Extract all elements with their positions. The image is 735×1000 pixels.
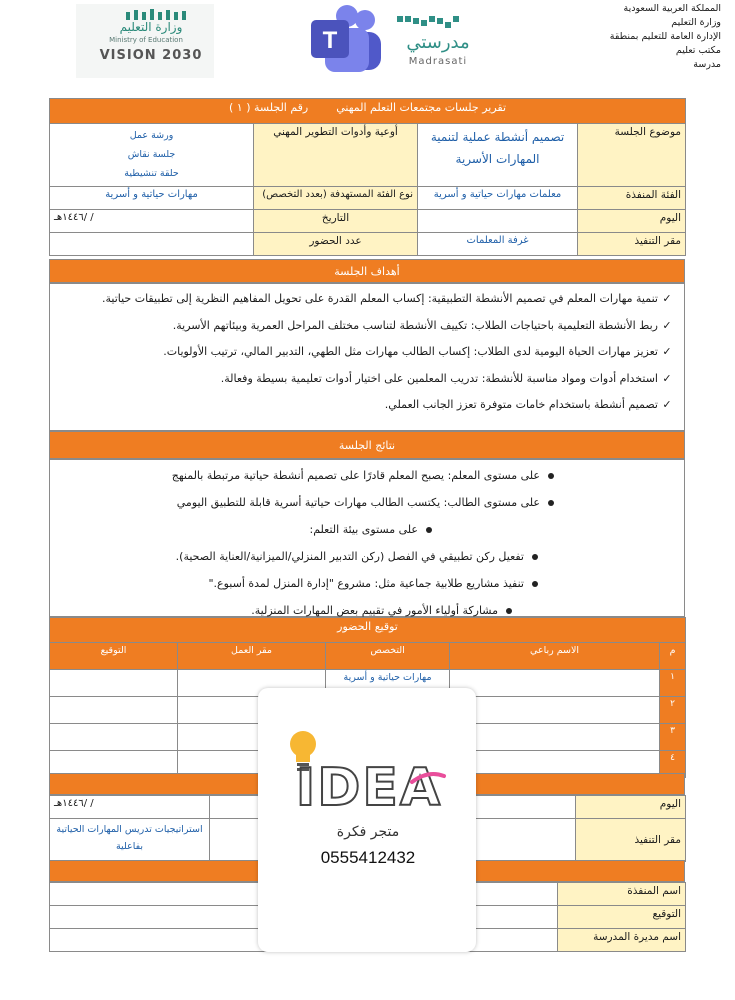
executor-value: معلمات مهارات حياتية و أسرية [418, 187, 578, 210]
result-item: تنفيذ مشاريع طلابية جماعية مثل: مشروع "إدارة المنزل لمدة أسبوع." [50, 570, 684, 597]
attendance-heading: توقيع الحضور [50, 618, 686, 643]
table-row: ١ مهارات حياتية و أسرية [50, 670, 686, 697]
principal-name-label: اسم مديرة المدرسة [558, 929, 686, 952]
table-row: ٣ [50, 724, 686, 751]
idea-store-ad [258, 688, 476, 952]
table-row: ٤ [50, 751, 686, 778]
header-line: الإدارة العامة للتعليم بمنطقة [609, 31, 721, 42]
idea-subtitle: متجر فكرة [336, 824, 400, 840]
goal-item: ✓تنمية مهارات المعلم في تصميم الأنشطة التطبيقية: إكساب المعلم القدرة على تحويل المفاهيم النظرية إلى تطبيقات حياتية. [50, 286, 676, 313]
executor-name-label: اسم المنفذة [558, 883, 686, 906]
teams-logo-icon [307, 4, 385, 74]
col-workplace: مقر العمل [178, 643, 326, 670]
check-icon: ✓ [662, 371, 672, 385]
vision-2030-text: VISION 2030 [99, 48, 203, 63]
result-item: تفعيل ركن تطبيقي في الفصل (ركن التدبير المنزلي/الميزانية/العناية الصحية). [50, 543, 684, 570]
goal-item: ✓تصميم أنشطة باستخدام خامات متوفرة تعزز الجانب العملي. [50, 392, 676, 419]
header-line: وزارة التعليم [671, 17, 721, 28]
followup-place-label: مقر التنفيذ [576, 819, 686, 862]
tools-values [50, 124, 254, 187]
place-value: غرفة المعلمات [418, 233, 578, 256]
goals-heading: أهداف الجلسة [49, 259, 685, 283]
moe-logo-en: Ministry of Education [109, 36, 183, 44]
tool-item: جلسة نقاش [127, 149, 176, 160]
col-number: م [660, 643, 686, 670]
header-line: المملكة العربية السعودية [623, 3, 721, 14]
goal-item: ✓ربط الأنشطة التعليمية باحتياجات الطلاب: تكييف الأنشطة لتناسب مختلف المراحل العمرية وبيئاتهم الأسرية. [50, 313, 676, 340]
moe-vision-logo [76, 4, 214, 78]
attendance-count-value [50, 233, 254, 256]
session-number: رقم الجلسة ( ١ ) [228, 101, 309, 114]
followup-date-value: / /١٤٤٦هـ [50, 796, 210, 819]
moe-logo-text: وزارة التعليم [119, 20, 183, 34]
check-icon: ✓ [662, 345, 672, 359]
bullet-icon [426, 527, 432, 533]
header-line: مدرسة [693, 59, 721, 70]
check-icon: ✓ [662, 292, 672, 305]
madrasati-logo [393, 14, 483, 70]
session-info-table [49, 98, 686, 256]
goals-list [49, 283, 685, 431]
header-line: مكتب تعليم [675, 45, 721, 56]
followup-day-label: اليوم [576, 796, 686, 819]
idea-brand: IDEA [295, 758, 443, 818]
goal-item: ✓تعزيز مهارات الحياة اليومية لدى الطلاب: إكساب الطالب مهارات مثل الطهي، التدبير المالي، ترتيب الأولويات. [50, 339, 676, 366]
pink-stroke-icon [408, 770, 448, 786]
target-value: مهارات حياتية و أسرية [50, 187, 254, 210]
goal-item: ✓استخدام أدوات ومواد مناسبة للأنشطة: تدريب المعلمين على اختيار أدوات تعليمية بسيطة وفعالة. [50, 366, 676, 393]
tools-label: أوعية وأدوات التطوير المهني [254, 124, 418, 187]
bullet-icon [506, 608, 512, 614]
svg-text:T: T [322, 27, 338, 54]
bullet-icon [548, 500, 554, 506]
date-label: التاريخ [254, 210, 418, 233]
attendance-count-label: عدد الحضور [254, 233, 418, 256]
header-text-block [610, 2, 721, 72]
result-item: مشاركة أولياء الأمور في تقييم بعض المهارات المنزلية. [50, 597, 684, 624]
table-row: ٢ [50, 697, 686, 724]
bullet-icon [532, 581, 538, 587]
bullet-icon [532, 554, 538, 560]
result-item: على مستوى بيئة التعلم: [50, 516, 684, 543]
place-label: مقر التنفيذ [578, 233, 686, 256]
tool-item: ورشة عمل [129, 130, 174, 141]
madrasati-ar: مدرستي [406, 32, 470, 53]
day-value [418, 210, 578, 233]
results-list [49, 459, 685, 617]
date-value: / /١٤٤٦هـ [50, 210, 254, 233]
idea-phone: 0555412432 [320, 848, 416, 867]
target-label: نوع الفئة المستهدفة (بعدد التخصص) [254, 187, 418, 210]
madrasati-en: Madrasati [408, 56, 468, 67]
tool-item: حلقة تنشيطية [124, 168, 179, 179]
result-item: على مستوى المعلم: يصبح المعلم قادرًا على تصميم أنشطة حياتية مرتبطة بالمنهج [50, 462, 684, 489]
result-item: على مستوى الطالب: يكتسب الطالب مهارات حياتية أسرية قابلة للتطبيق اليومي [50, 489, 684, 516]
signature-label: التوقيع [558, 906, 686, 929]
check-icon: ✓ [662, 318, 672, 332]
results-heading: نتائج الجلسة [49, 431, 685, 459]
strategy-value: استراتيجيات تدريس المهارات الحياتية بفاعلية [50, 819, 210, 862]
report-title-row [50, 99, 686, 124]
topic-label: موضوع الجلسة [578, 124, 686, 187]
bullet-icon [548, 473, 554, 479]
report-title: تقرير جلسات مجتمعات التعلم المهني [336, 101, 507, 114]
topic-value: تصميم أنشطة عملية لتنمية المهارات الأسرية [418, 124, 578, 187]
day-label: اليوم [578, 210, 686, 233]
col-specialty: التخصص [326, 643, 450, 670]
col-name: الاسم رباعي [450, 643, 660, 670]
col-signature: التوقيع [50, 643, 178, 670]
check-icon: ✓ [662, 398, 672, 412]
executor-label: الفئة المنفذة [578, 187, 686, 210]
